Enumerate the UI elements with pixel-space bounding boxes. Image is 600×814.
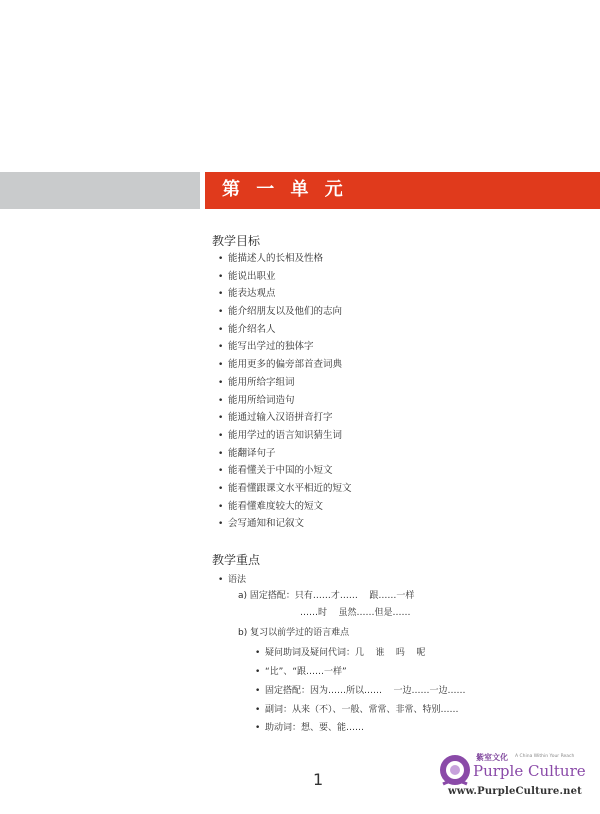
b-item-bullet: • bbox=[255, 686, 261, 696]
b-item-bullet: • bbox=[255, 723, 261, 733]
goal-item: • 能表达观点 bbox=[218, 287, 352, 305]
logo-chinese-name: 紫室文化 bbox=[476, 753, 508, 762]
goal-item: • 能说出职业 bbox=[218, 270, 352, 288]
goal-item: • 会写通知和记叙文 bbox=[218, 517, 352, 535]
page-number: 1 bbox=[313, 770, 324, 789]
goal-item: • 能用所给词造句 bbox=[218, 394, 352, 412]
grammar-b-label: b) 复习以前学过的语言难点 bbox=[238, 628, 350, 638]
goal-item: • 能写出学过的独体字 bbox=[218, 340, 352, 358]
goals-title: 教学目标 bbox=[212, 234, 261, 248]
b-item-bullet: • bbox=[255, 705, 261, 715]
unit-title: 第 一 单 元 bbox=[222, 179, 348, 200]
b-item: 固定搭配：因为……所以…… 一边……一边…… bbox=[265, 686, 466, 696]
goal-item: • 能用更多的偏旁部首查词典 bbox=[218, 358, 352, 376]
focus-title: 教学重点 bbox=[212, 553, 261, 567]
b-item: 助动词：想、要、能…… bbox=[265, 723, 365, 733]
b-item-bullet: • bbox=[255, 648, 261, 658]
grammar-bullet: • bbox=[218, 575, 224, 585]
goal-item: • 能介绍朋友以及他们的志向 bbox=[218, 305, 352, 323]
grammar-a-line2: ……时 虽然……但是…… bbox=[300, 608, 411, 618]
goal-item: • 能通过输入汉语拼音打字 bbox=[218, 411, 352, 429]
goal-item: • 能描述人的长相及性格 bbox=[218, 252, 352, 270]
goals-list bbox=[218, 252, 352, 535]
logo-url: www.PurpleCulture.net bbox=[448, 786, 582, 797]
b-item-bullet: • bbox=[255, 667, 261, 677]
logo-english-name: Purple Culture bbox=[473, 762, 586, 780]
b-item: “比”、“跟……一样” bbox=[265, 667, 347, 677]
goal-item: • 能看懂跟课文水平相近的短文 bbox=[218, 482, 352, 500]
grammar-label: 语法 bbox=[228, 575, 247, 585]
goal-item: • 能看懂关于中国的小短文 bbox=[218, 464, 352, 482]
goal-item: • 能用所给字组词 bbox=[218, 376, 352, 394]
logo-tagline: A China Within Your Reach bbox=[515, 754, 575, 759]
goal-item: • 能介绍名人 bbox=[218, 323, 352, 341]
header-gray-band bbox=[0, 172, 200, 209]
goal-item: • 能看懂难度较大的短文 bbox=[218, 500, 352, 518]
b-item: 疑问助词及疑问代词：几 谁 吗 呢 bbox=[265, 648, 426, 658]
goal-item: • 能翻译句子 bbox=[218, 447, 352, 465]
goal-item: • 能用学过的语言知识猜生词 bbox=[218, 429, 352, 447]
b-item: 副词：从来（不）、一般、常常、非常、特别…… bbox=[265, 705, 459, 715]
grammar-a-line1: a) 固定搭配：只有……才…… 跟……一样 bbox=[238, 591, 415, 601]
